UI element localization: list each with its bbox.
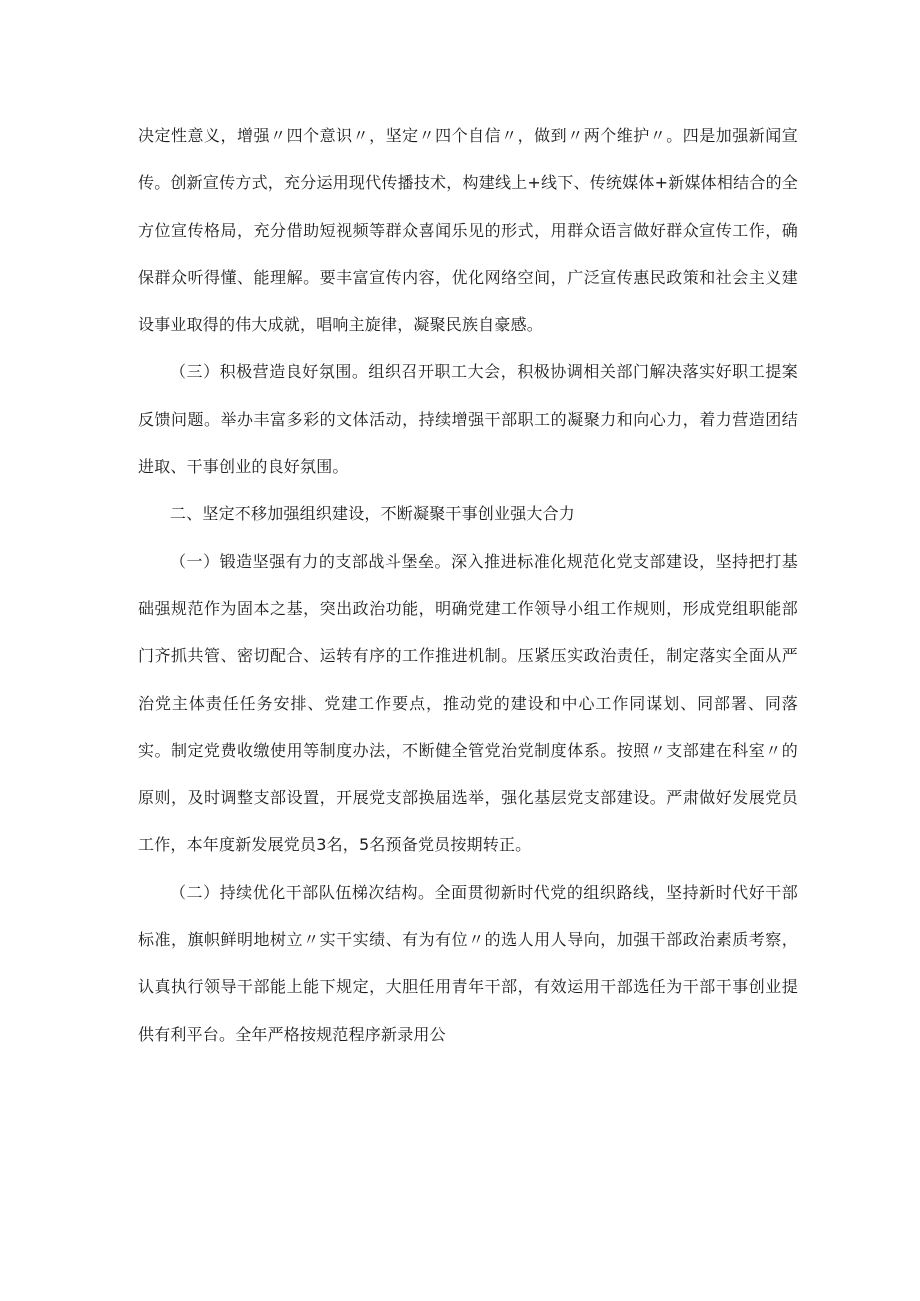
section-heading-organization: 二、坚定不移加强组织建设，不断凝聚干事创业强大合力 [170, 504, 576, 524]
paragraph-propaganda-continued: 决定性意义，增强〃四个意识〃，坚定〃四个自信〃，做到〃两个维护〃。四是加强新闻宣传。创新宣传方式，充分运用现代传播技术，构建线上+线下、传统媒体+新媒体相结合的全方位宣传格局，充分借助短视频等群众喜闻乐见的形式，用群众语言做好群众宣传工作，确保群众听得懂、能理解。要丰富宣传内容，优化网络空间，广泛宣传惠民政策和社会主义建设事业取得的伟大成就，唱响主旋律，凝聚民族自豪感。 [138, 126, 798, 335]
document-body [138, 112, 798, 1058]
paragraph-cadre-structure: （二）持续优化干部队伍梯次结构。全面贯彻新时代党的组织路线，坚持新时代好干部标准，旗帜鲜明地树立〃实干实绩、有为有位〃的选人用人导向，加强干部政治素质考察，认真执行领导干部能上能下规定，大胆任用青年干部，有效运用干部选任为干部干事创业提供有利平台。全年严格按规范程序新录用公 [138, 882, 798, 1044]
paragraph-good-atmosphere: （三）积极营造良好氛围。组织召开职工大会，积极协调相关部门解决落实好职工提案反馈问题。举办丰富多彩的文体活动，持续增强干部职工的凝聚力和向心力，着力营造团结进取、干事创业的良好氛围。 [138, 362, 798, 477]
paragraph-branch-fortress: （一）锻造坚强有力的支部战斗堡垒。深入推进标准化规范化党支部建设，坚持把打基础强规范作为固本之基，突出政治功能，明确党建工作领导小组工作规则，形成党组职能部门齐抓共管、密切配合、运转有序的工作推进机制。压紧压实政治责任，制定落实全面从严治党主体责任任务安排、党建工作要点，推动党的建设和中心工作同谋划、同部署、同落实。制定党费收缴使用等制度办法，不断健全管党治党制度体系。按照〃支部建在科室〃的原则，及时调整支部设置，开展党支部换届选举，强化基层党支部建设。严肃做好发展党员工作，本年度新发展党员3名，5名预备党员按期转正。 [138, 551, 798, 855]
